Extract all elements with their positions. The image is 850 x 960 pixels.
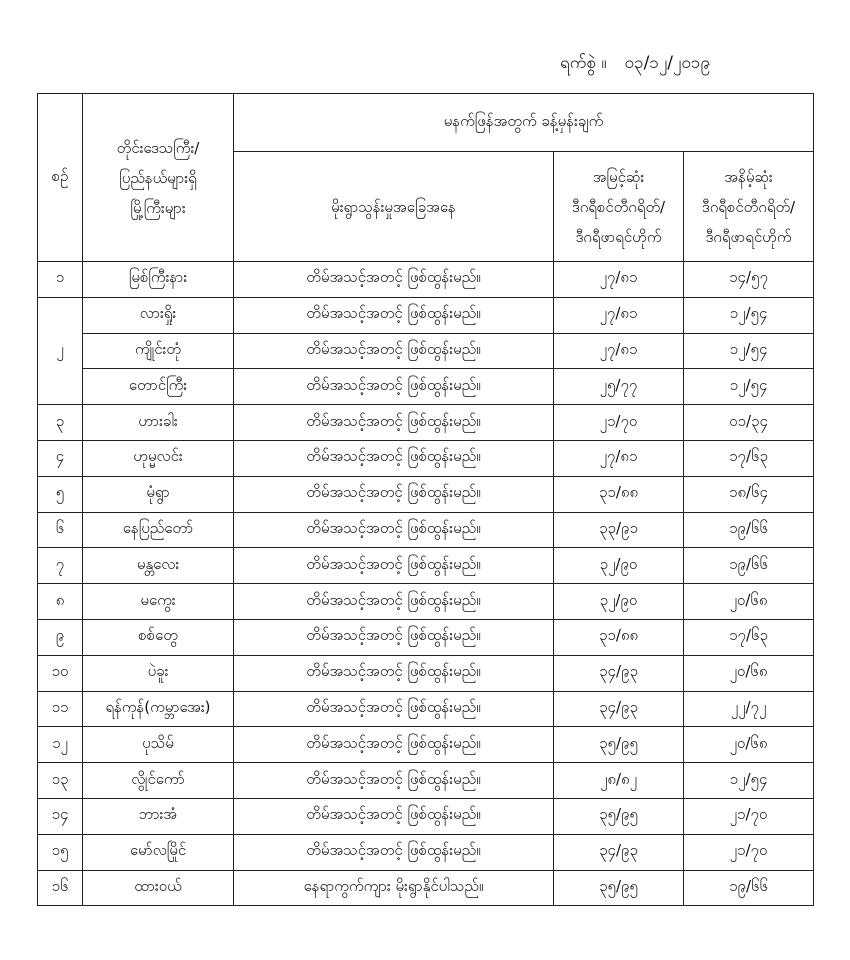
table-row	[38, 870, 814, 906]
row-condition: တိမ်အသင့်အတင့် ဖြစ်ထွန်းမည်။	[234, 763, 554, 799]
row-condition: တိမ်အသင့်အတင့် ဖြစ်ထွန်းမည်။	[234, 440, 554, 476]
row-condition: တိမ်အသင့်အတင့် ဖြစ်ထွန်းမည်။	[234, 798, 554, 834]
row-min-temp: ၂၁/၇၀	[684, 798, 814, 834]
row-max-temp: ၃၄/၉၃	[554, 834, 684, 870]
table-row	[38, 369, 814, 405]
header-rain-condition: မိုးရွာသွန်းမှုအခြေအနေ	[234, 152, 554, 262]
row-min-temp: ၁၉/၆၆	[684, 870, 814, 906]
row-condition: တိမ်အသင့်အတင့် ဖြစ်ထွန်းမည်။	[234, 405, 554, 441]
row-min-temp: ၁၉/၆၆	[684, 548, 814, 584]
row-city: ဟားခါး	[83, 405, 234, 441]
row-max-temp: ၃၅/၉၅	[554, 870, 684, 906]
row-city: ထားဝယ်	[83, 870, 234, 906]
header-serial-no: စဉ်	[38, 94, 83, 262]
row-serial-no: ၁၀	[38, 655, 83, 691]
row-max-temp: ၂၇/၈၁	[554, 297, 684, 333]
row-serial-no: ၁၅	[38, 834, 83, 870]
row-serial-no: ၃	[38, 405, 83, 441]
row-city: လားရှိုး	[83, 297, 234, 333]
row-serial-no: ၉	[38, 619, 83, 655]
row-city: မော်လမြိုင်	[83, 834, 234, 870]
row-city: မန္တလေး	[83, 548, 234, 584]
row-condition: တိမ်အသင့်အတင့် ဖြစ်ထွန်းမည်။	[234, 297, 554, 333]
weather-forecast-table	[37, 93, 814, 906]
row-condition: တိမ်အသင့်အတင့် ဖြစ်ထွန်းမည်။	[234, 691, 554, 727]
header-max-temp: အမြင့်ဆုံး ဒီဂရီစင်တီဂရိတ်/ ဒီဂရီဖာရင်ဟိုက်	[554, 152, 684, 262]
row-max-temp: ၂၈/၈၂	[554, 763, 684, 799]
row-min-temp: ၂၀/၆၈	[684, 584, 814, 620]
row-condition: တိမ်အသင့်အတင့် ဖြစ်ထွန်းမည်။	[234, 512, 554, 548]
row-serial-no: ၁၁	[38, 691, 83, 727]
row-min-temp: ၁၉/၆၆	[684, 512, 814, 548]
row-serial-no: ၂	[38, 297, 83, 404]
row-max-temp: ၃၂/၉၀	[554, 548, 684, 584]
row-max-temp: ၃၄/၉၃	[554, 691, 684, 727]
row-serial-no: ၆	[38, 512, 83, 548]
row-serial-no: ၁၆	[38, 870, 83, 906]
table-row	[38, 763, 814, 799]
row-max-temp: ၃၁/၈၈	[554, 619, 684, 655]
row-serial-no: ၇	[38, 548, 83, 584]
table-row	[38, 691, 814, 727]
row-max-temp: ၂၇/၈၁	[554, 262, 684, 298]
row-serial-no: ၁	[38, 262, 83, 298]
row-condition: တိမ်အသင့်အတင့် ဖြစ်ထွန်းမည်။	[234, 834, 554, 870]
row-serial-no: ၁၃	[38, 763, 83, 799]
row-min-temp: ၁၈/၆၄	[684, 476, 814, 512]
row-max-temp: ၂၅/၇၇	[554, 369, 684, 405]
row-min-temp: ၁၂/၅၄	[684, 369, 814, 405]
header-min-temp: အနိမ့်ဆုံး ဒီဂရီစင်တီဂရိတ်/ ဒီဂရီဖာရင်ဟိုက်	[684, 152, 814, 262]
row-max-temp: ၂၁/၇၀	[554, 405, 684, 441]
date-value: ၀၃/၁၂/၂၀၁၉	[624, 53, 711, 73]
row-min-temp: ၁၄/၅၇	[684, 262, 814, 298]
row-max-temp: ၃၅/၉၅	[554, 798, 684, 834]
table-row	[38, 619, 814, 655]
table-row	[38, 440, 814, 476]
row-serial-no: ၅	[38, 476, 83, 512]
row-min-temp: ၁၂/၅၄	[684, 333, 814, 369]
row-serial-no: ၈	[38, 584, 83, 620]
table-row	[38, 262, 814, 298]
row-city: လွိုင်ကော်	[83, 763, 234, 799]
row-min-temp: ၁၂/၅၄	[684, 763, 814, 799]
row-condition: တိမ်အသင့်အတင့် ဖြစ်ထွန်းမည်။	[234, 619, 554, 655]
row-max-temp: ၂၇/၈၁	[554, 333, 684, 369]
row-condition: တိမ်အသင့်အတင့် ဖြစ်ထွန်းမည်။	[234, 262, 554, 298]
row-city: ဟုမ္မလင်း	[83, 440, 234, 476]
row-city: ဘားအံ	[83, 798, 234, 834]
table-row	[38, 512, 814, 548]
row-city: စစ်တွေ	[83, 619, 234, 655]
row-city: နေပြည်တော်	[83, 512, 234, 548]
row-condition: တိမ်အသင့်အတင့် ဖြစ်ထွန်းမည်။	[234, 655, 554, 691]
row-min-temp: ၁၇/၆၃	[684, 440, 814, 476]
table-row	[38, 655, 814, 691]
row-max-temp: ၃၃/၉၁	[554, 512, 684, 548]
row-city: တောင်ကြီး	[83, 369, 234, 405]
row-min-temp: ၂၂/၇၂	[684, 691, 814, 727]
row-min-temp: ၁၂/၅၄	[684, 297, 814, 333]
row-condition: တိမ်အသင့်အတင့် ဖြစ်ထွန်းမည်။	[234, 476, 554, 512]
row-serial-no: ၄	[38, 440, 83, 476]
row-max-temp: ၂၇/၈၁	[554, 440, 684, 476]
row-city: မြစ်ကြီးနား	[83, 262, 234, 298]
date-label: ရက်စွဲ ။	[560, 53, 607, 73]
row-condition: တိမ်အသင့်အတင့် ဖြစ်ထွန်းမည်။	[234, 369, 554, 405]
table-row	[38, 727, 814, 763]
row-condition: တိမ်အသင့်အတင့် ဖြစ်ထွန်းမည်။	[234, 727, 554, 763]
row-city: မုံရွာ	[83, 476, 234, 512]
row-city: ရန်ကုန်(ကမ္ဘာအေး)	[83, 691, 234, 727]
row-min-temp: ၁၇/၆၃	[684, 619, 814, 655]
row-min-temp: ၂၁/၇၀	[684, 834, 814, 870]
table-row	[38, 548, 814, 584]
row-max-temp: ၃၄/၉၃	[554, 655, 684, 691]
row-city: ကျိုင်းတုံ	[83, 333, 234, 369]
row-max-temp: ၃၁/၈၈	[554, 476, 684, 512]
row-condition: တိမ်အသင့်အတင့် ဖြစ်ထွန်းမည်။	[234, 548, 554, 584]
table-row	[38, 798, 814, 834]
row-serial-no: ၁၄	[38, 798, 83, 834]
row-max-temp: ၃၂/၉၀	[554, 584, 684, 620]
row-condition: တိမ်အသင့်အတင့် ဖြစ်ထွန်းမည်။	[234, 333, 554, 369]
table-row	[38, 405, 814, 441]
row-max-temp: ၃၅/၉၅	[554, 727, 684, 763]
header-forecast-group: မနက်ဖြန်အတွက် ခန့်မှန်းချက်	[234, 94, 814, 152]
row-condition: နေရာကွက်ကျား မိုးရွာနိုင်ပါသည်။	[234, 870, 554, 906]
row-condition: တိမ်အသင့်အတင့် ဖြစ်ထွန်းမည်။	[234, 584, 554, 620]
row-min-temp: ၀၁/၃၄	[684, 405, 814, 441]
row-city: မကွေး	[83, 584, 234, 620]
report-date	[560, 52, 810, 77]
table-row	[38, 584, 814, 620]
row-min-temp: ၂၀/၆၈	[684, 727, 814, 763]
header-region-cities: တိုင်းဒေသကြီး/ ပြည်နယ်များရှိ မြို့ကြီးများ	[83, 94, 234, 262]
row-min-temp: ၂၀/၆၈	[684, 655, 814, 691]
row-city: ပုသိမ်	[83, 727, 234, 763]
table-row	[38, 297, 814, 333]
row-city: ပဲခူး	[83, 655, 234, 691]
table-row	[38, 476, 814, 512]
table-row	[38, 834, 814, 870]
row-serial-no: ၁၂	[38, 727, 83, 763]
table-row	[38, 333, 814, 369]
